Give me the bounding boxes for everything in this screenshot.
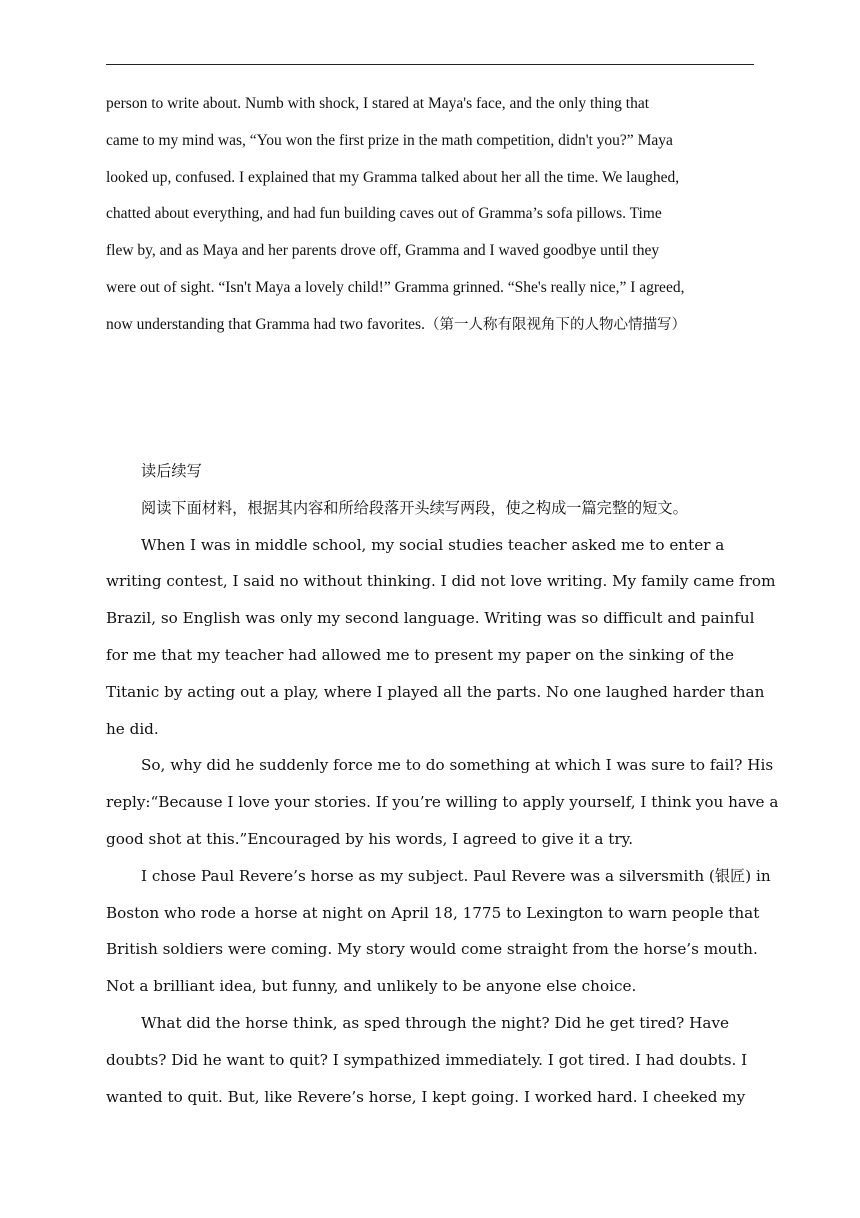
excerpt-paragraph: [106, 86, 786, 344]
writing-task-section: [106, 453, 779, 1115]
passage-line: writing contest, I said no without thinking. I did not love writing. My family came from: [106, 572, 776, 591]
passage-line: good shot at this.”Encouraged by his words, I agreed to give it a try.: [106, 829, 634, 848]
passage-line: Brazil, so English was only my second language. Writing was so difficult and painful: [106, 609, 755, 628]
excerpt-line: flew by, and as Maya and her parents drove off, Gramma and I waved goodbye until they: [106, 242, 660, 260]
passage-line: wanted to quit. But, like Revere’s horse, I kept going. I worked hard. I cheeked my: [106, 1087, 746, 1106]
passage-line: What did the horse think, as sped through the night? Did he get tired? Have: [141, 1013, 730, 1032]
passage-line: Titanic by acting out a play, where I played all the parts. No one laughed harder than: [106, 682, 765, 701]
passage-line: Not a brilliant idea, but funny, and unlikely to be anyone else choice.: [106, 977, 637, 996]
passage-line: reply:“Because I love your stories. If you’re willing to apply yourself, I think you have a: [106, 793, 779, 812]
passage-line: When I was in middle school, my social studies teacher asked me to enter a: [141, 535, 725, 554]
passage-line: So, why did he suddenly force me to do something at which I was sure to fail? His: [141, 756, 774, 775]
passage-line: doubts? Did he want to quit? I sympathized immediately. I got tired. I had doubts. I: [106, 1050, 748, 1069]
excerpt-line: came to my mind was, “You won the first prize in the math competition, didn't you?” Maya: [106, 131, 673, 149]
passage-line: I chose Paul Revere’s horse as my subject. Paul Revere was a silversmith (银匠) in: [141, 866, 771, 885]
header-rule: [106, 64, 754, 65]
excerpt-annotation: （第一人称有限视角下的人物心情描写）: [424, 316, 686, 333]
passage-line: for me that my teacher had allowed me to present my paper on the sinking of the: [106, 645, 734, 664]
excerpt-line: chatted about everything, and had fun building caves out of Gramma’s sofa pillows. Time: [106, 205, 662, 223]
passage: [106, 527, 779, 1116]
passage-line: British soldiers were coming. My story would come straight from the horse’s mouth.: [106, 940, 758, 959]
passage-line: he did.: [106, 719, 159, 738]
passage-line: Boston who rode a horse at night on April 18, 1775 to Lexington to warn people that: [106, 903, 760, 922]
task-instruction: 阅读下面材料，根据其内容和所给段落开头续写两段，使之构成一篇完整的短文。: [141, 498, 688, 517]
excerpt-line: person to write about. Numb with shock, I stared at Maya's face, and the only thing that: [106, 95, 650, 112]
excerpt-line: were out of sight. “Isn't Maya a lovely child!” Gramma grinned. “She's really nice,” I agreed,: [106, 278, 685, 296]
excerpt-line: looked up, confused. I explained that my Gramma talked about her all the time. We laughed,: [106, 168, 680, 186]
section-heading: 读后续写: [141, 462, 202, 480]
excerpt-last-line-text: now understanding that Gramma had two favorites.: [106, 315, 425, 333]
excerpt-last-line: [106, 307, 786, 344]
